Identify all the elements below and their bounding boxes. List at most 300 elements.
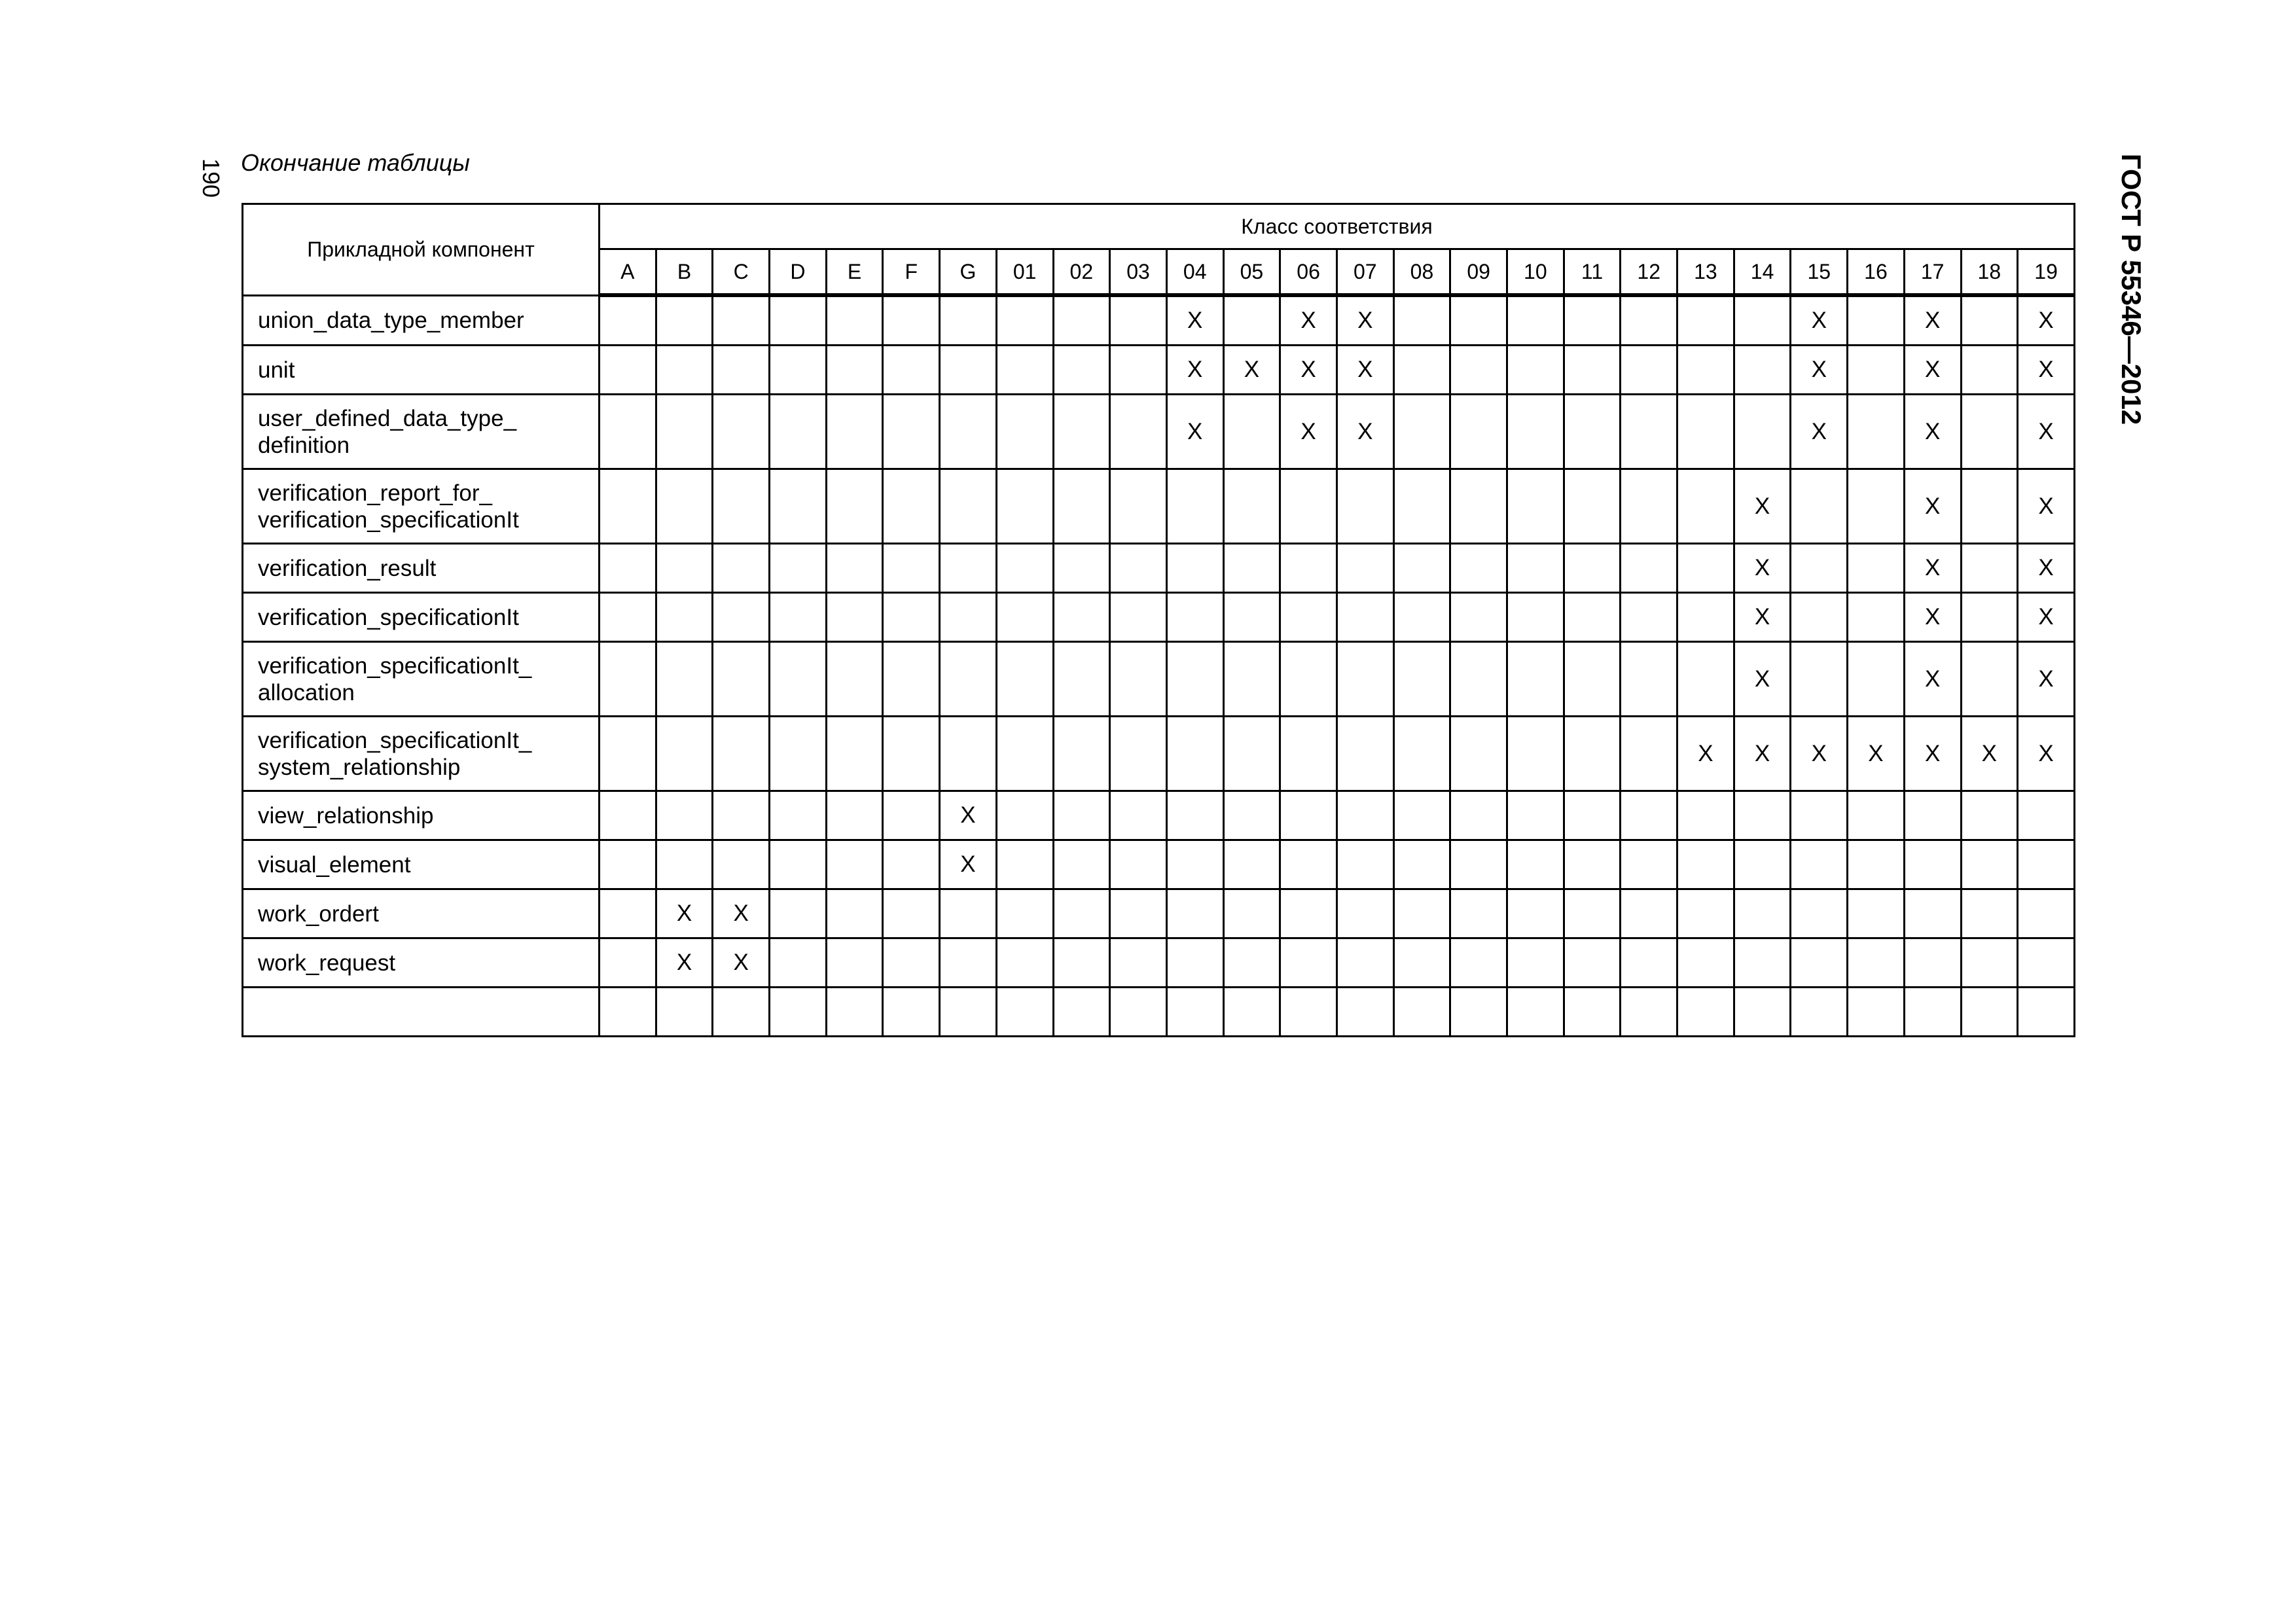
class-cell [1336, 593, 1393, 642]
class-cell [1734, 988, 1791, 1037]
class-cell [1791, 840, 1848, 889]
class-column-header: 15 [1791, 249, 1848, 296]
class-cell [656, 544, 713, 593]
class-cell [1621, 642, 1677, 717]
class-cell [1621, 840, 1677, 889]
conformance-mark: X [733, 901, 749, 926]
class-cell [1677, 791, 1734, 840]
class-cell [1280, 395, 1337, 469]
class-cell [770, 717, 827, 791]
table-row [243, 791, 2075, 840]
class-cell [1336, 717, 1393, 791]
class-cell [1961, 346, 2018, 395]
class-cell [713, 346, 770, 395]
conformance-mark: X [1811, 740, 1827, 766]
component-name-line: unit [258, 357, 295, 383]
class-cell [656, 295, 713, 346]
class-cell [1621, 938, 1677, 988]
class-cell [826, 717, 883, 791]
class-cell [1053, 295, 1110, 346]
class-cell [1904, 791, 1961, 840]
class-cell [2018, 889, 2075, 938]
conformance-mark: X [1924, 666, 1941, 692]
class-cell [1166, 395, 1223, 469]
component-name-cell [243, 791, 600, 840]
class-cell [1621, 346, 1677, 395]
conformance-mark: X [1811, 418, 1827, 444]
class-column-header: 06 [1280, 249, 1337, 296]
component-name-cell [243, 717, 600, 791]
class-cell [1053, 346, 1110, 395]
conformance-mark: X [2038, 666, 2054, 692]
class-cell [656, 889, 713, 938]
class-cell [2018, 346, 2075, 395]
conformance-mark: X [1924, 555, 1941, 580]
class-cell [656, 593, 713, 642]
class-cell [1564, 469, 1621, 544]
class-cell [1848, 346, 1905, 395]
class-cell [1621, 593, 1677, 642]
class-cell [1791, 295, 1848, 346]
class-cell [883, 938, 940, 988]
class-cell [1110, 938, 1167, 988]
table-row [243, 938, 2075, 988]
conformance-mark: X [676, 950, 692, 975]
class-cell [1677, 938, 1734, 988]
class-cell [996, 889, 1053, 938]
class-cell [1791, 717, 1848, 791]
class-cell [1621, 889, 1677, 938]
component-name-cell [243, 840, 600, 889]
conformance-mark: X [1924, 740, 1941, 766]
class-cell [1393, 889, 1450, 938]
table-row [243, 593, 2075, 642]
class-cell [1393, 395, 1450, 469]
class-cell [1848, 938, 1905, 988]
class-cell [1507, 717, 1564, 791]
conformance-mark: X [960, 851, 976, 877]
class-cell [1166, 938, 1223, 988]
class-cell [1961, 544, 2018, 593]
class-cell [1393, 469, 1450, 544]
class-column-header: 14 [1734, 249, 1791, 296]
class-cell [1053, 988, 1110, 1037]
class-cell [600, 840, 656, 889]
class-cell [996, 295, 1053, 346]
class-cell [656, 346, 713, 395]
class-cell [1110, 717, 1167, 791]
class-cell [996, 717, 1053, 791]
class-cell [2018, 395, 2075, 469]
class-cell [1961, 938, 2018, 988]
class-cell [1166, 642, 1223, 717]
class-cell [1677, 593, 1734, 642]
class-cell [770, 593, 827, 642]
class-cell [1393, 593, 1450, 642]
class-cell [1507, 469, 1564, 544]
class-cell [1053, 593, 1110, 642]
class-cell [826, 469, 883, 544]
conformance-mark: X [2038, 604, 2054, 630]
page-number: 190 [198, 158, 224, 198]
class-cell [1223, 346, 1280, 395]
conformance-table [242, 203, 2075, 1037]
class-cell [1166, 469, 1223, 544]
class-cell [1791, 469, 1848, 544]
class-column-header: 10 [1507, 249, 1564, 296]
class-cell [770, 938, 827, 988]
component-name-line: view_relationship [258, 802, 434, 829]
class-cell [1961, 840, 2018, 889]
class-cell [1848, 469, 1905, 544]
class-cell [1336, 988, 1393, 1037]
conformance-mark: X [1754, 493, 1770, 519]
class-cell [1166, 295, 1223, 346]
class-cell [1053, 544, 1110, 593]
class-cell [1734, 642, 1791, 717]
class-cell [883, 593, 940, 642]
class-column-header: 11 [1564, 249, 1621, 296]
conformance-mark: X [1811, 308, 1827, 333]
class-cell [600, 469, 656, 544]
class-cell [996, 395, 1053, 469]
conformance-mark: X [1244, 357, 1260, 382]
conformance-mark: X [1300, 418, 1316, 444]
class-cell [883, 642, 940, 717]
class-cell [1223, 544, 1280, 593]
class-cell [1507, 295, 1564, 346]
class-cell [1848, 642, 1905, 717]
component-name-cell [243, 395, 600, 469]
class-cell [1166, 988, 1223, 1037]
class-cell [1280, 840, 1337, 889]
class-cell [1336, 938, 1393, 988]
conformance-mark: X [1187, 418, 1203, 444]
class-cell [1677, 544, 1734, 593]
class-cell [656, 988, 713, 1037]
class-cell [600, 717, 656, 791]
class-cell [1791, 642, 1848, 717]
class-cell [1336, 395, 1393, 469]
class-cell [1904, 840, 1961, 889]
class-cell [713, 642, 770, 717]
class-cell [2018, 593, 2075, 642]
class-cell [2018, 717, 2075, 791]
class-cell [1791, 395, 1848, 469]
class-cell [1734, 938, 1791, 988]
class-cell [940, 791, 997, 840]
class-column-header: 18 [1961, 249, 2018, 296]
class-cell [1450, 469, 1507, 544]
class-column-header: 04 [1166, 249, 1223, 296]
class-cell [1621, 544, 1677, 593]
class-cell [1564, 593, 1621, 642]
conformance-mark: X [1357, 308, 1373, 333]
class-cell [940, 642, 997, 717]
class-cell [940, 889, 997, 938]
class-column-header: G [940, 249, 997, 296]
class-cell [713, 988, 770, 1037]
class-cell [1904, 717, 1961, 791]
class-cell [1507, 938, 1564, 988]
component-name-line: work_ordert [258, 901, 379, 927]
class-cell [1450, 938, 1507, 988]
class-cell [1564, 988, 1621, 1037]
class-cell [1450, 593, 1507, 642]
component-column-header: Прикладной компонент [243, 204, 600, 296]
table-row [243, 840, 2075, 889]
class-cell [713, 717, 770, 791]
class-cell [770, 889, 827, 938]
class-column-header: 16 [1848, 249, 1905, 296]
conformance-mark: X [1754, 555, 1770, 580]
conformance-class-header: Класс соответствия [600, 204, 2075, 249]
class-cell [1110, 469, 1167, 544]
class-cell [1053, 717, 1110, 791]
class-cell [1053, 938, 1110, 988]
class-cell [2018, 938, 2075, 988]
table-row [243, 346, 2075, 395]
class-cell [1848, 791, 1905, 840]
class-cell [1053, 469, 1110, 544]
class-column-header: 09 [1450, 249, 1507, 296]
class-cell [656, 395, 713, 469]
class-cell [883, 791, 940, 840]
class-cell [883, 346, 940, 395]
component-name-line: verification_report_for_ [258, 480, 492, 506]
class-cell [1450, 346, 1507, 395]
class-cell [1393, 346, 1450, 395]
class-cell [1450, 717, 1507, 791]
class-cell [1110, 791, 1167, 840]
class-cell [1166, 593, 1223, 642]
class-cell [996, 938, 1053, 988]
component-name-cell [243, 938, 600, 988]
class-cell [1053, 395, 1110, 469]
class-cell [940, 469, 997, 544]
class-column-header: F [883, 249, 940, 296]
class-column-header: C [713, 249, 770, 296]
component-name-cell [243, 642, 600, 717]
class-cell [600, 642, 656, 717]
conformance-mark: X [1357, 357, 1373, 382]
component-name-line: verification_specificationIt_ [258, 652, 532, 679]
class-cell [1848, 295, 1905, 346]
class-cell [1961, 642, 2018, 717]
conformance-mark: X [2038, 418, 2054, 444]
class-cell [1734, 593, 1791, 642]
class-cell [883, 544, 940, 593]
class-cell [883, 840, 940, 889]
class-cell [1564, 346, 1621, 395]
class-cell [1110, 544, 1167, 593]
class-cell [1166, 889, 1223, 938]
component-name-cell [243, 346, 600, 395]
class-cell [1223, 295, 1280, 346]
conformance-mark: X [1698, 740, 1713, 766]
class-cell [940, 544, 997, 593]
class-cell [770, 395, 827, 469]
component-name-line: visual_element [258, 851, 411, 878]
class-cell [1564, 642, 1621, 717]
class-cell [1393, 642, 1450, 717]
class-cell [1336, 642, 1393, 717]
component-name-cell [243, 988, 600, 1037]
class-cell [996, 593, 1053, 642]
class-cell [1507, 889, 1564, 938]
conformance-mark: X [1187, 357, 1203, 382]
class-cell [1961, 295, 2018, 346]
class-cell [940, 717, 997, 791]
class-cell [1507, 544, 1564, 593]
component-name-line: union_data_type_member [258, 307, 524, 333]
class-column-header: E [826, 249, 883, 296]
class-cell [826, 544, 883, 593]
class-cell [826, 295, 883, 346]
class-cell [1734, 544, 1791, 593]
class-cell [656, 717, 713, 791]
class-cell [713, 593, 770, 642]
conformance-mark: X [1357, 418, 1373, 444]
class-cell [1110, 889, 1167, 938]
component-name-line: verification_result [258, 555, 437, 581]
class-cell [1223, 988, 1280, 1037]
component-name-line: definition [258, 432, 350, 458]
class-cell [1280, 544, 1337, 593]
class-cell [1621, 469, 1677, 544]
class-cell [1280, 346, 1337, 395]
table-row [243, 469, 2075, 544]
class-cell [996, 469, 1053, 544]
class-cell [826, 889, 883, 938]
class-column-header: 08 [1393, 249, 1450, 296]
class-cell [1393, 544, 1450, 593]
class-cell [1393, 717, 1450, 791]
class-cell [1621, 295, 1677, 346]
conformance-mark: X [1924, 604, 1941, 630]
table-row [243, 988, 2075, 1037]
class-cell [2018, 988, 2075, 1037]
class-cell [1450, 988, 1507, 1037]
document-id: ГОСТ Р 55346—2012 [2116, 153, 2147, 425]
class-cell [1791, 593, 1848, 642]
class-cell [2018, 544, 2075, 593]
class-cell [1564, 717, 1621, 791]
conformance-mark: X [960, 802, 976, 828]
class-cell [883, 469, 940, 544]
class-cell [713, 395, 770, 469]
class-cell [1904, 395, 1961, 469]
class-cell [826, 791, 883, 840]
class-cell [1450, 295, 1507, 346]
conformance-mark: X [1868, 740, 1884, 766]
class-cell [713, 544, 770, 593]
table-row [243, 642, 2075, 717]
conformance-mark: X [1924, 493, 1941, 519]
class-cell [713, 840, 770, 889]
conformance-mark: X [1754, 666, 1770, 692]
class-cell [1450, 791, 1507, 840]
conformance-mark: X [1754, 740, 1770, 766]
component-name-line: system_relationship [258, 754, 461, 780]
class-cell [996, 791, 1053, 840]
class-cell [600, 938, 656, 988]
class-cell [656, 791, 713, 840]
class-column-header: 13 [1677, 249, 1734, 296]
class-cell [1961, 469, 2018, 544]
class-cell [1450, 889, 1507, 938]
class-cell [1564, 889, 1621, 938]
class-cell [996, 642, 1053, 717]
class-cell [1223, 642, 1280, 717]
class-cell [1904, 642, 1961, 717]
class-cell [713, 791, 770, 840]
class-cell [1166, 544, 1223, 593]
conformance-mark: X [1300, 308, 1316, 333]
component-name-cell [243, 889, 600, 938]
class-cell [1904, 346, 1961, 395]
class-cell [1734, 717, 1791, 791]
table-row [243, 395, 2075, 469]
class-cell [1734, 346, 1791, 395]
class-cell [2018, 840, 2075, 889]
class-cell [1507, 791, 1564, 840]
class-cell [826, 988, 883, 1037]
class-cell [940, 988, 997, 1037]
class-cell [1904, 469, 1961, 544]
class-column-header: A [600, 249, 656, 296]
class-cell [1280, 988, 1337, 1037]
class-cell [1791, 544, 1848, 593]
class-cell [883, 295, 940, 346]
class-cell [940, 840, 997, 889]
component-name-cell [243, 469, 600, 544]
class-cell [1336, 295, 1393, 346]
class-cell [1336, 469, 1393, 544]
component-name-line: work_request [258, 950, 396, 976]
class-cell [1280, 295, 1337, 346]
class-cell [883, 889, 940, 938]
class-column-header: 05 [1223, 249, 1280, 296]
class-cell [1223, 791, 1280, 840]
class-cell [1507, 840, 1564, 889]
class-cell [1166, 346, 1223, 395]
class-cell [1677, 295, 1734, 346]
class-column-header: 12 [1621, 249, 1677, 296]
class-cell [996, 988, 1053, 1037]
class-cell [600, 395, 656, 469]
class-cell [1677, 840, 1734, 889]
class-cell [770, 295, 827, 346]
class-cell [1223, 395, 1280, 469]
class-cell [996, 346, 1053, 395]
class-cell [1110, 642, 1167, 717]
class-cell [1336, 791, 1393, 840]
class-cell [1280, 642, 1337, 717]
class-cell [1564, 544, 1621, 593]
conformance-mark: X [2038, 493, 2054, 519]
class-cell [770, 840, 827, 889]
conformance-mark: X [1924, 357, 1941, 382]
class-cell [1166, 717, 1223, 791]
conformance-mark: X [1924, 308, 1941, 333]
class-column-header: 01 [996, 249, 1053, 296]
class-cell [1677, 346, 1734, 395]
component-name-line: allocation [258, 679, 355, 705]
class-cell [1961, 889, 2018, 938]
class-cell [770, 642, 827, 717]
component-name-line: user_defined_data_type_ [258, 405, 517, 431]
